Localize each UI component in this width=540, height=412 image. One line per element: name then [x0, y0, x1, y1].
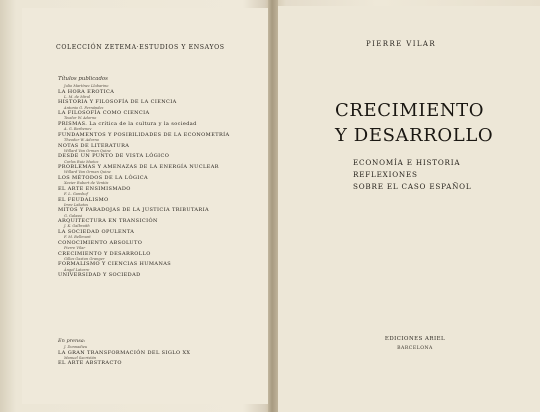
series-title: COLECCIÓN ZETEMA·ESTUDIOS Y ENSAYOS [56, 44, 225, 51]
entry-title: DESDE UN PUNTO DE VISTA LÓGICO [58, 153, 170, 160]
entry-author: A. G. Barbenov [64, 127, 92, 132]
entry-title: EL ARTE ENSIMISMADO [58, 185, 131, 192]
list-item [58, 246, 268, 257]
list-item [58, 257, 268, 268]
entry-author: Xavier Rubert de Ventós [64, 181, 109, 186]
list-item [58, 170, 268, 181]
entry-author: Pierre Vilar [64, 245, 86, 250]
published-titles-list [58, 84, 268, 278]
list-item [58, 127, 268, 138]
entry-title: CRECIMIENTO Y DESARROLLO [58, 250, 151, 257]
entry-title: NOTAS DE LITERATURA [58, 142, 130, 149]
entry-title: LA HORA EROTICA [58, 88, 115, 95]
book-author: PIERRE VILAR [366, 40, 437, 48]
list-item [58, 84, 268, 95]
entry-title: EL ARTE ABSTRACTO [58, 360, 122, 367]
entry-author: F. M. Bellmunt [64, 235, 91, 240]
entry-title: LA SOCIEDAD OPULENTA [58, 228, 135, 235]
list-item [58, 192, 268, 203]
subtitle-line-1: ECONOMÍA E HISTORIA [353, 158, 461, 167]
list-item [58, 149, 268, 160]
forthcoming-heading: En prensa: [58, 338, 86, 344]
publisher-city: BARCELONA [397, 346, 433, 351]
entry-title: LA FILOSOFÍA COMO CIENCIA [58, 110, 150, 117]
entry-author: G. Galassi [64, 213, 83, 218]
list-item [58, 116, 268, 127]
entry-author: F. L. Ganshof [64, 191, 88, 196]
list-item [58, 268, 268, 279]
entry-title: ARQUITECTURA EN TRANSICIÓN [58, 218, 158, 225]
entry-author: Theodor W. Adorno [64, 137, 99, 142]
book-title-line-2: Y DESARROLLO [335, 125, 494, 146]
book-gutter [268, 0, 278, 412]
entry-author: Imre Lakatos [64, 202, 89, 207]
entry-author: L. M. de Miral [64, 94, 91, 99]
entry-title: LOS MÉTODOS DE LA LÓGICA [58, 174, 148, 181]
entry-author: J. K. Galbraith [64, 224, 90, 229]
book-title [335, 98, 535, 148]
entry-title: PROBLEMAS Y AMENAZAS DE LA ENERGÍA NUCLEAR [58, 164, 219, 171]
entry-title: CONOCIMIENTO ABSOLUTO [58, 239, 143, 246]
publisher-name: EDICIONES ARIEL [384, 336, 446, 342]
published-titles-heading: Títulos publicados [58, 76, 108, 82]
subtitle-line-2: REFLEXIONES [353, 170, 418, 179]
list-item [58, 345, 268, 356]
entry-author: Willard Van Orman Quine [64, 148, 111, 153]
entry-author: Manuel Sacristán [64, 355, 97, 360]
subtitle-line-3: SOBRE EL CASO ESPAÑOL [353, 182, 472, 191]
list-item [58, 95, 268, 106]
entry-title: PRISMAS. La crítica de la cultura y la sociedad [58, 120, 197, 127]
list-item [58, 203, 268, 214]
entry-author: Willard Van Orman Quine [64, 170, 111, 175]
list-item [58, 235, 268, 246]
list-item [58, 224, 268, 235]
entry-title: MITOS Y PARADOJAS DE LA JUSTICIA TRIBUTARIA [58, 207, 209, 214]
entry-author: Teodor W. Adorno [64, 116, 97, 121]
list-item [58, 160, 268, 171]
entry-author: Carlos Ruiz Muñoz [64, 159, 99, 164]
entry-title: UNIVERSIDAD Y SOCIEDAD [58, 272, 141, 279]
entry-title: FORMALISMO Y CIENCIAS HUMANAS [58, 261, 172, 268]
book-title-line-1: CRECIMIENTO [335, 100, 485, 121]
list-item [58, 181, 268, 192]
list-item [58, 106, 268, 117]
entry-title: EL FEUDALISMO [58, 196, 109, 203]
entry-title: LA GRAN TRANSFORMACIÓN DEL SIGLO XX [58, 349, 191, 356]
list-item [58, 214, 268, 225]
entry-author: Gilles Gaston Granger [64, 256, 105, 261]
entry-author: Julio Martínez Llobarino [64, 84, 109, 88]
entry-author: Ángel Latorre [64, 267, 90, 272]
list-item [58, 356, 268, 367]
forthcoming-list [58, 345, 268, 367]
entry-author: J. Donnadieu [64, 345, 88, 349]
list-item [58, 138, 268, 149]
entry-title: FUNDAMENTOS Y POSIBILIDADES DE LA ECONOMETRÍA [58, 131, 230, 138]
right-page [278, 6, 540, 412]
entry-title: HISTORIA Y FILOSOFÍA DE LA CIENCIA [58, 99, 177, 106]
book-subtitle [353, 157, 523, 193]
entry-author: Antonio G. Fernández [64, 105, 104, 110]
